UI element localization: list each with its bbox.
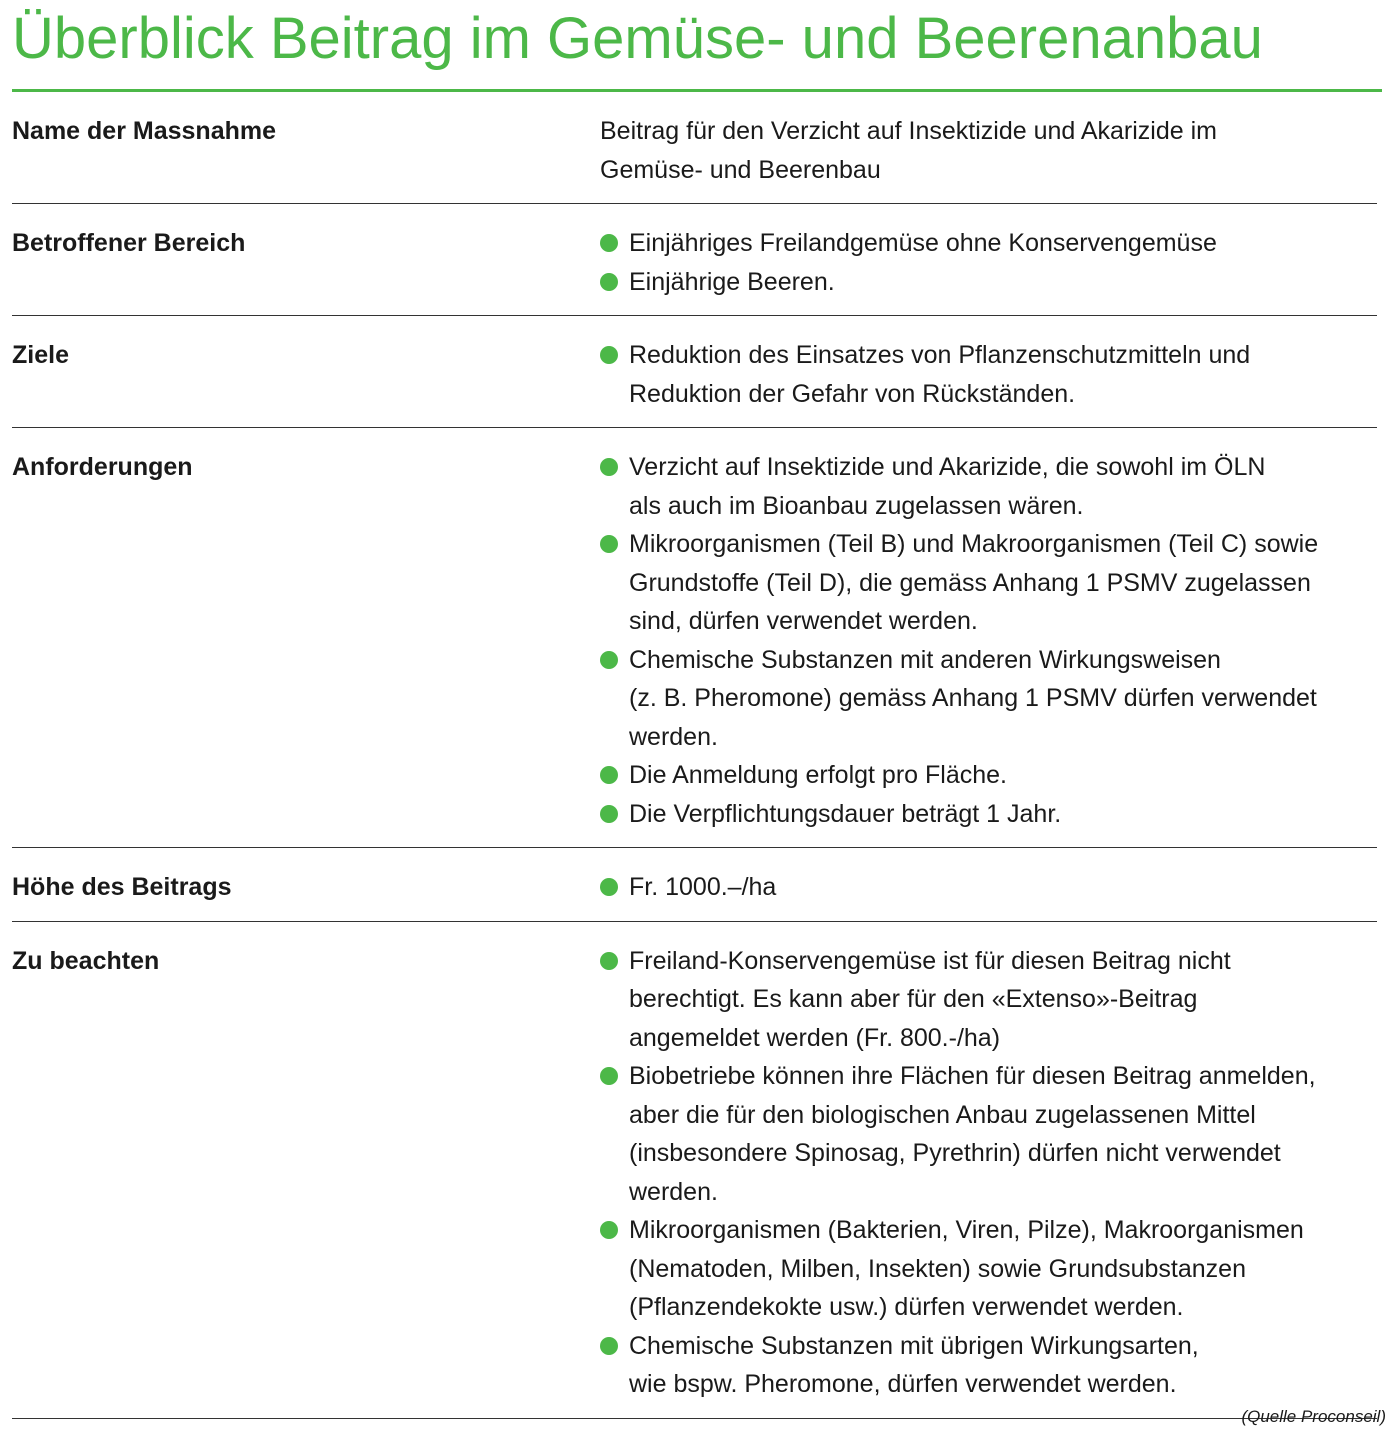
bullet-dot-icon [600,952,618,970]
bullet-dot-icon [600,273,618,291]
bullet-list [600,448,1377,833]
page-title: Überblick Beitrag im Gemüse- und Beerenanbau [12,6,1263,71]
list-item [600,1327,1377,1404]
table-row [12,92,1377,204]
row-label: Name der Massnahme [12,117,277,145]
row-label: Ziele [12,341,69,369]
table-row [12,204,1377,316]
bullet-dot-icon [600,346,618,364]
row-content [600,448,1377,833]
bullet-dot-icon [600,1337,618,1355]
overview-table [12,92,1377,1419]
list-item [600,795,1377,834]
row-content [600,336,1377,413]
list-item [600,263,1377,302]
bullet-list [600,336,1377,413]
bullet-list [600,942,1377,1404]
list-item [600,868,1377,907]
bullet-list [600,868,1377,907]
table-row [12,316,1377,428]
row-text: Beitrag für den Verzicht auf Insektizide und Akarizide im Gemüse- und Beerenbau [600,117,1217,184]
row-content [600,112,1377,189]
bullet-text: Reduktion des Einsatzes von Pflanzenschutzmitteln und Reduktion der Gefahr von Rückständen. [629,341,1251,408]
list-item [600,641,1377,757]
bullet-text: Chemische Substanzen mit anderen Wirkungsweisen (z. B. Pheromone) gemäss Anhang 1 PSMV dürfen verwendet werden. [629,645,1317,751]
bullet-text: Chemische Substanzen mit übrigen Wirkungsarten, wie bspw. Pheromone, dürfen verwendet werden. [629,1331,1199,1398]
list-item [600,525,1377,641]
row-label: Anforderungen [12,453,193,481]
bullet-dot-icon [600,458,618,476]
list-item [600,942,1377,1058]
row-content [600,868,1377,907]
bullet-text: Fr. 1000.–/ha [629,873,777,901]
bullet-text: Mikroorganismen (Teil B) und Makroorganismen (Teil C) sowie Grundstoffe (Teil D), die gemäss Anhang 1 PSMV zugelassen sind, dürfen verwendet werden. [629,530,1319,635]
bullet-dot-icon [600,1067,618,1085]
bullet-text: Freiland-Konservengemüse ist für diesen Beitrag nicht berechtigt. Es kann aber für den «Extenso»-Beitrag angemeldet werden (Fr. 800.-/ha) [629,946,1231,1052]
table-row [12,428,1377,848]
bullet-text: Biobetriebe können ihre Flächen für diesen Beitrag anmelden, aber die für den biologischen Anbau zugelassenen Mittel (insbesondere Spinosag, Pyrethrin) dürfen nicht verwendet werden. [629,1062,1316,1206]
row-content [600,224,1377,301]
row-label: Betroffener Bereich [12,229,246,257]
list-item [600,1211,1377,1327]
bullet-text: Einjähriges Freilandgemüse ohne Konservengemüse [629,229,1217,257]
bullet-dot-icon [600,651,618,669]
list-item [600,1057,1377,1211]
bullet-text: Die Anmeldung erfolgt pro Fläche. [629,761,1007,789]
row-content [600,942,1377,1404]
bullet-text: Verzicht auf Insektizide und Akarizide, die sowohl im ÖLN als auch im Bioanbau zugelassen wären. [629,453,1266,520]
list-item [600,336,1377,413]
source-note: (Quelle Proconseil) [1241,1407,1386,1426]
row-label: Höhe des Beitrags [12,873,232,901]
bullet-dot-icon [600,766,618,784]
bullet-list [600,224,1377,301]
bullet-text: Einjährige Beeren. [629,267,835,296]
table-row [12,848,1377,922]
bullet-dot-icon [600,535,618,553]
bullet-dot-icon [600,878,618,896]
list-item [600,224,1377,263]
bullet-text: Die Verpflichtungsdauer beträgt 1 Jahr. [629,799,1062,828]
bullet-dot-icon [600,805,618,823]
table-row [12,922,1377,1419]
bullet-dot-icon [600,1221,618,1239]
list-item [600,448,1377,525]
bullet-dot-icon [600,234,618,252]
bullet-text: Mikroorganismen (Bakterien, Viren, Pilze), Makroorganismen (Nematoden, Milben, Insekten) sowie Grundsubstanzen (Pflanzendekokte usw.) dürfen verwendet werden. [629,1216,1304,1321]
list-item [600,756,1377,795]
row-label: Zu beachten [12,946,160,975]
